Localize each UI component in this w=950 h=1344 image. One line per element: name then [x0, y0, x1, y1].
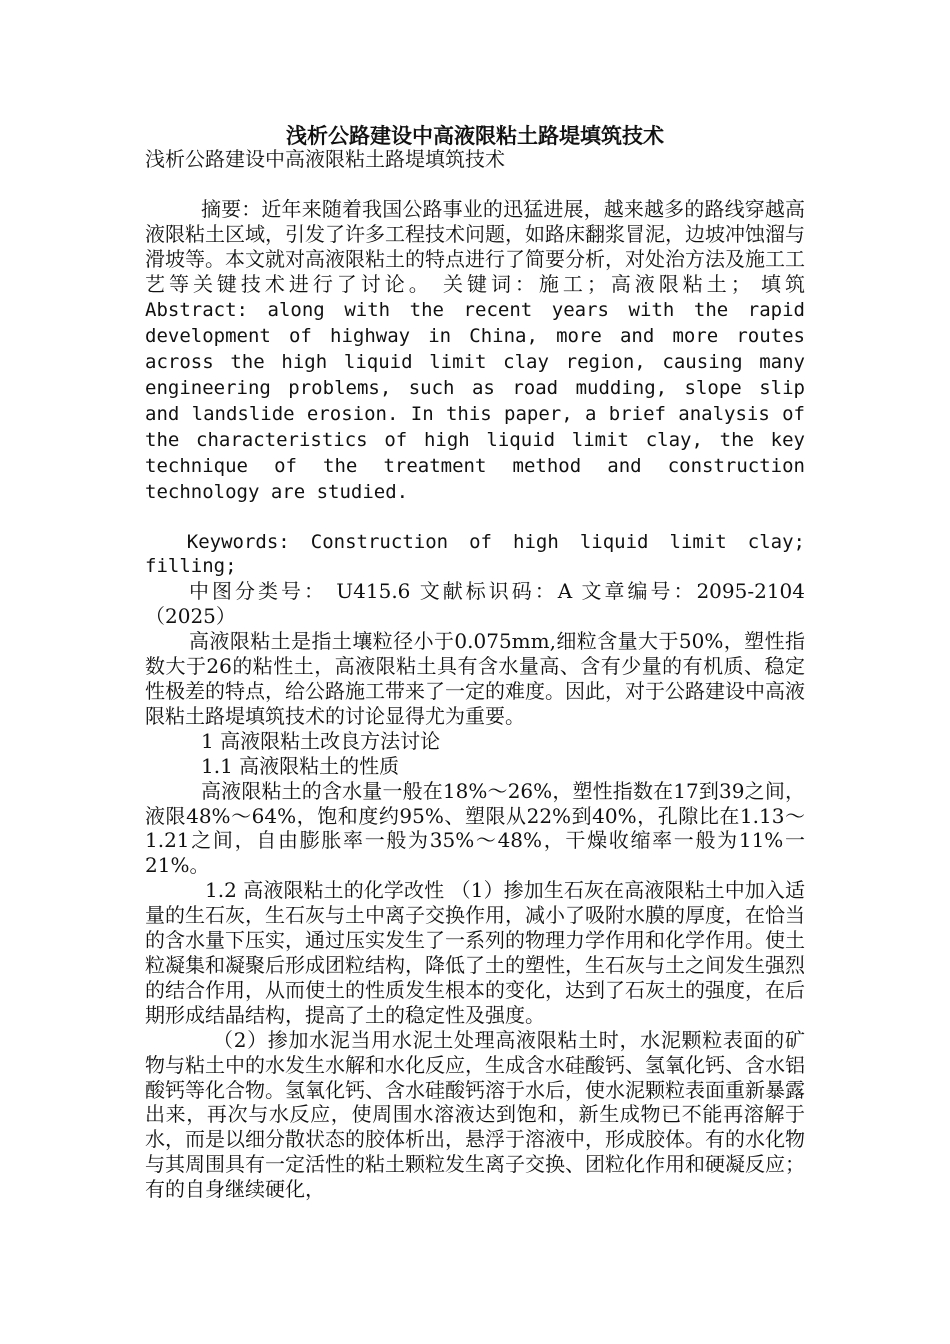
keywords-english: Keywords: Construction of high liquid limit clay; filling; — [145, 530, 805, 578]
document-body — [145, 147, 805, 1202]
document-subtitle: 浅析公路建设中高液限粘土路堤填筑技术 — [145, 147, 505, 171]
blank-line — [145, 505, 805, 530]
abstract-paragraph — [145, 197, 805, 505]
intro-paragraph: 高液限粘土是指土壤粒径小于0.075mm,细粒含量大于50%，塑性指数大于26的粘性土，高液限粘土具有含水量高、含有少量的有机质、稳定性极差的特点，给公路施工带来了一定的难度。因此，对于公路建设中高液限粘土路堤填筑技术的讨论显得尤为重要。 — [145, 629, 805, 728]
abstract-chinese: 摘要：近年来随着我国公路事业的迅猛进展，越来越多的路线穿越高液限粘土区域，引发了许多工程技术问题，如路床翻浆冒泥，边坡冲蚀溜与滑坡等。本文就对高液限粘土的特点进行了简要分析，对处治方法及施工工艺等关键技术进行了讨论。 关键词：施工；高液限粘土； 填筑 — [145, 196, 805, 296]
section-heading-1: 1 高液限粘土改良方法讨论 — [201, 728, 441, 753]
abstract-english: Abstract: along with the recent years with the rapid development of highway in China, more and more routes across the high liquid limit clay region, causing many engineering problems, such as road mudding, slope slip and landslide erosion. In this paper, a brief analysis of the characteristics of high liquid limit clay, the key technique of the treatment method and construction technology are studied. — [145, 299, 805, 503]
cement-paragraph: （2）掺加水泥当用水泥土处理高液限粘土时，水泥颗粒表面的矿物与粘土中的水发生水解和水化反应，生成含水硅酸钙、氢氧化钙、含水铝酸钙等化合物。氢氧化钙、含水硅酸钙溶于水后，使水泥颗粒表面重新暴露出来，再次与水反应，使周围水溶液达到饱和，新生成物已不能再溶解于水，而是以细分散状态的胶体析出，悬浮于溶液中，形成胶体。有的水化物与其周围具有一定活性的粘土颗粒发生离子交换、团粒化作用和硬凝反应；有的自身继续硬化， — [145, 1027, 805, 1202]
blank-line — [145, 172, 805, 197]
properties-paragraph: 高液限粘土的含水量一般在18%～26%，塑性指数在17到39之间，液限48%～64%，饱和度约95%、塑限从22%到40%，孔隙比在1.13～1.21之间，自由膨胀率一般为35%～48%，干燥收缩率一般为11%一21%。 — [145, 778, 805, 878]
classification-line: 中图分类号： U415.6 文献标识码：A 文章编号：2095-2104（2025） — [145, 579, 805, 629]
lime-paragraph: 1.2 高液限粘土的化学改性 （1）掺加生石灰在高液限粘土中加入适量的生石灰，生石灰与土中离子交换作用，减小了吸附水膜的厚度，在恰当的含水量下压实，通过压实发生了一系列的物理力学作用和化学作用。使土粒凝集和凝聚后形成团粒结构，降低了土的塑性，生石灰与土之间发生强烈的结合作用，从而使土的性质发生根本的变化，达到了石灰土的强度，在后期形成结晶结构，提高了土的稳定性及强度。 — [145, 878, 805, 1027]
document-title: 浅析公路建设中高液限粘土路堤填筑技术 — [286, 124, 664, 148]
section-heading-1-1: 1.1 高液限粘土的性质 — [201, 753, 400, 778]
